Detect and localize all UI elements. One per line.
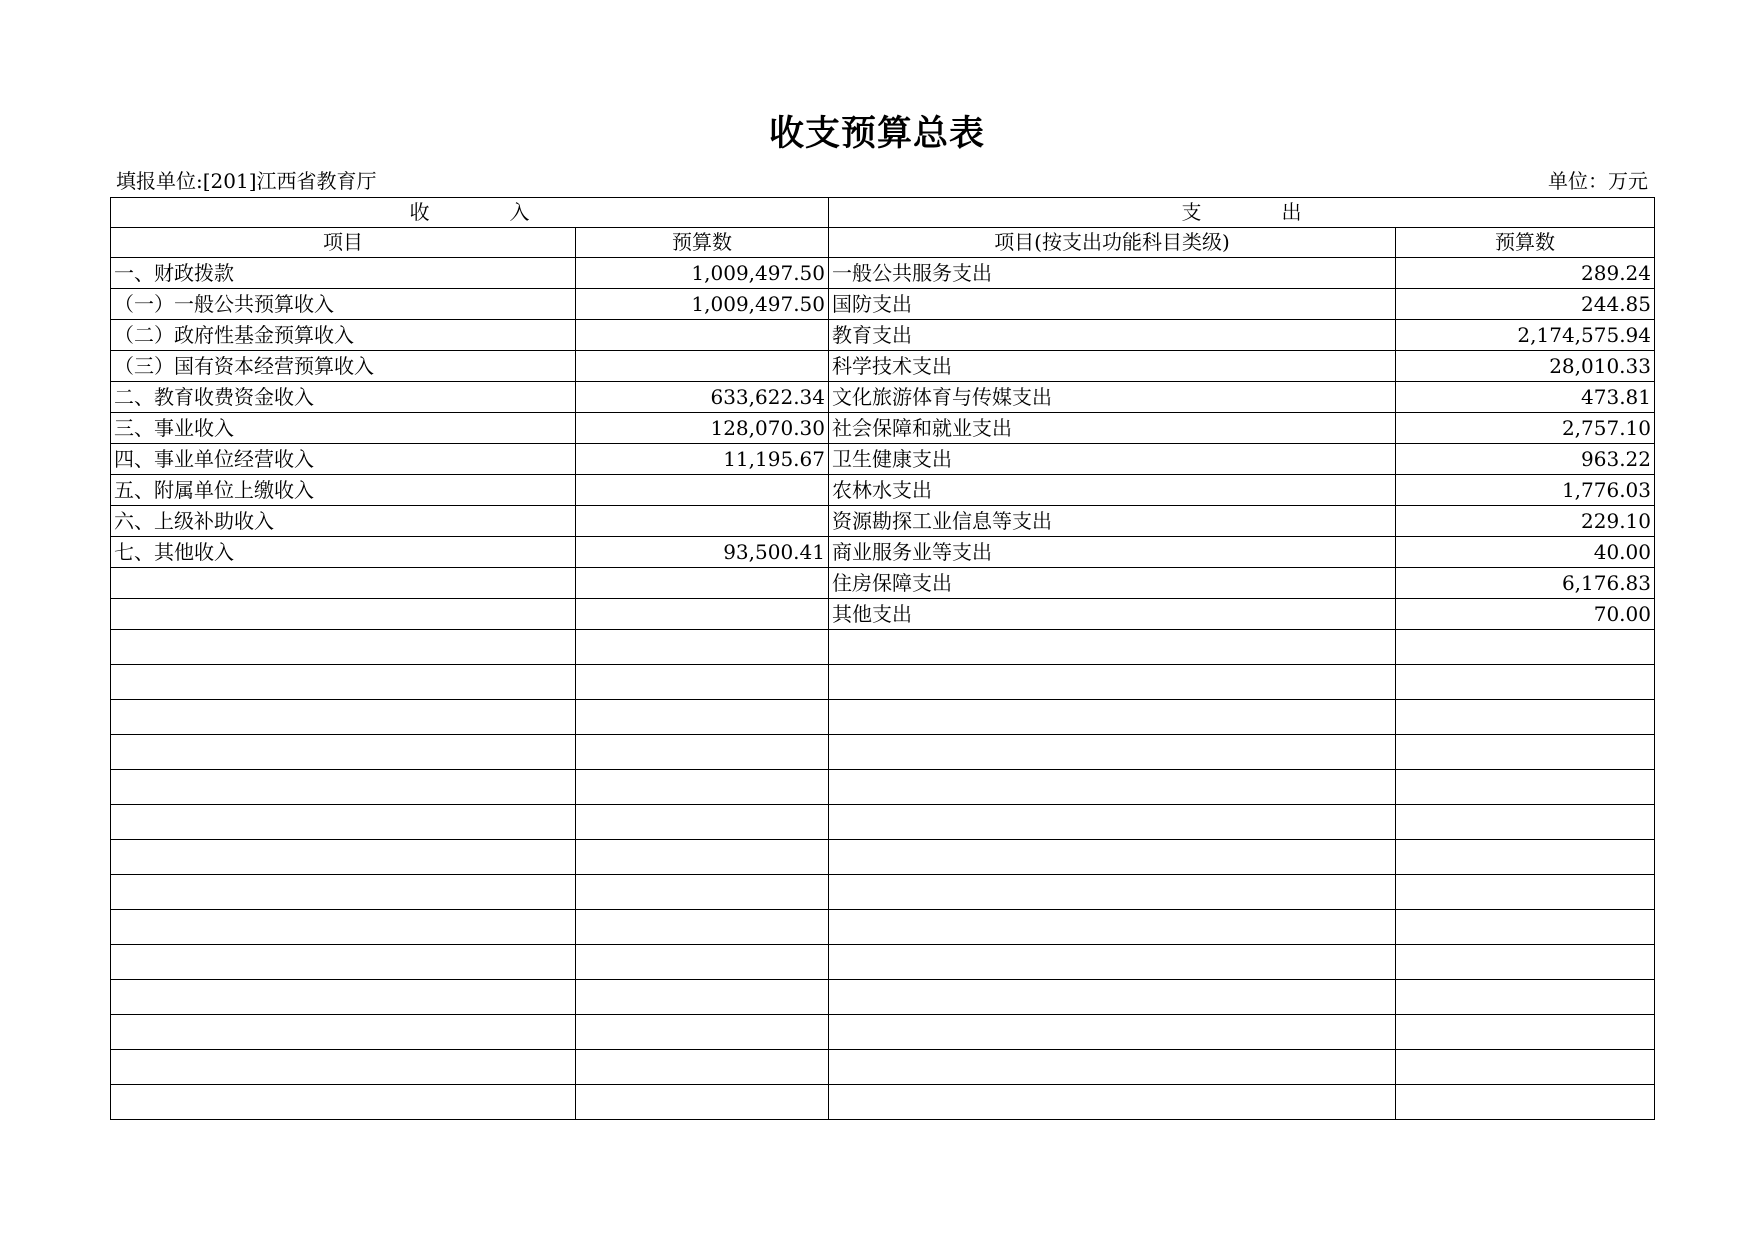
empty-cell — [829, 700, 1396, 735]
empty-cell — [111, 735, 576, 770]
expense-amount: 40.00 — [1396, 537, 1655, 568]
table-row — [111, 289, 1655, 320]
empty-cell — [829, 945, 1396, 980]
income-item: （三）国有资本经营预算收入 — [111, 351, 576, 382]
table-row — [111, 444, 1655, 475]
expense-item: 农林水支出 — [829, 475, 1396, 506]
empty-row — [111, 840, 1655, 875]
income-item: 二、教育收费资金收入 — [111, 382, 576, 413]
empty-cell — [829, 735, 1396, 770]
empty-cell — [829, 1015, 1396, 1050]
income-item: 七、其他收入 — [111, 537, 576, 568]
expense-amount: 70.00 — [1396, 599, 1655, 630]
table-row — [111, 537, 1655, 568]
table-row — [111, 382, 1655, 413]
empty-cell — [576, 700, 829, 735]
empty-cell — [576, 910, 829, 945]
income-amount — [576, 320, 829, 351]
empty-row — [111, 1050, 1655, 1085]
empty-cell — [111, 945, 576, 980]
expense-item: 科学技术支出 — [829, 351, 1396, 382]
table-row — [111, 413, 1655, 444]
expense-amount: 1,776.03 — [1396, 475, 1655, 506]
income-amount — [576, 568, 829, 599]
income-item: （二）政府性基金预算收入 — [111, 320, 576, 351]
table-row — [111, 351, 1655, 382]
empty-row — [111, 1085, 1655, 1120]
income-item: 五、附属单位上缴收入 — [111, 475, 576, 506]
expense-amount: 6,176.83 — [1396, 568, 1655, 599]
currency-unit: 单位：万元 — [1548, 169, 1648, 193]
empty-cell — [111, 1015, 576, 1050]
empty-cell — [829, 665, 1396, 700]
empty-cell — [1396, 980, 1655, 1015]
empty-cell — [829, 770, 1396, 805]
income-amount — [576, 475, 829, 506]
empty-cell — [1396, 630, 1655, 665]
empty-cell — [111, 665, 576, 700]
empty-cell — [576, 1050, 829, 1085]
empty-cell — [111, 630, 576, 665]
empty-cell — [111, 1085, 576, 1120]
expense-item: 住房保障支出 — [829, 568, 1396, 599]
expense-item-header: 项目(按支出功能科目类级) — [829, 228, 1396, 258]
empty-cell — [576, 665, 829, 700]
income-item — [111, 599, 576, 630]
table-row — [111, 599, 1655, 630]
empty-cell — [829, 840, 1396, 875]
expense-amount: 2,174,575.94 — [1396, 320, 1655, 351]
income-item: 三、事业收入 — [111, 413, 576, 444]
empty-cell — [576, 840, 829, 875]
expense-amount: 229.10 — [1396, 506, 1655, 537]
expense-item: 文化旅游体育与传媒支出 — [829, 382, 1396, 413]
table-row — [111, 506, 1655, 537]
empty-row — [111, 945, 1655, 980]
income-item: （一）一般公共预算收入 — [111, 289, 576, 320]
expense-amount: 244.85 — [1396, 289, 1655, 320]
income-amount-header: 预算数 — [576, 228, 829, 258]
empty-cell — [576, 630, 829, 665]
empty-cell — [1396, 1050, 1655, 1085]
income-amount — [576, 599, 829, 630]
empty-cell — [1396, 665, 1655, 700]
income-item — [111, 568, 576, 599]
income-amount: 1,009,497.50 — [576, 258, 829, 289]
expense-amount-header: 预算数 — [1396, 228, 1655, 258]
empty-row — [111, 910, 1655, 945]
empty-cell — [1396, 875, 1655, 910]
income-amount: 93,500.41 — [576, 537, 829, 568]
expense-item: 社会保障和就业支出 — [829, 413, 1396, 444]
income-amount: 11,195.67 — [576, 444, 829, 475]
empty-row — [111, 980, 1655, 1015]
income-item: 六、上级补助收入 — [111, 506, 576, 537]
table-row — [111, 568, 1655, 599]
header-row-columns — [111, 228, 1655, 258]
empty-cell — [576, 770, 829, 805]
empty-cell — [829, 980, 1396, 1015]
empty-cell — [829, 875, 1396, 910]
empty-cell — [1396, 840, 1655, 875]
empty-cell — [829, 910, 1396, 945]
empty-cell — [111, 840, 576, 875]
expense-item: 资源勘探工业信息等支出 — [829, 506, 1396, 537]
expense-item: 卫生健康支出 — [829, 444, 1396, 475]
expense-amount: 2,757.10 — [1396, 413, 1655, 444]
empty-cell — [1396, 945, 1655, 980]
expense-amount: 289.24 — [1396, 258, 1655, 289]
empty-row — [111, 875, 1655, 910]
empty-cell — [1396, 805, 1655, 840]
table-row — [111, 320, 1655, 351]
empty-cell — [111, 770, 576, 805]
empty-cell — [576, 805, 829, 840]
expense-item: 商业服务业等支出 — [829, 537, 1396, 568]
expense-item: 一般公共服务支出 — [829, 258, 1396, 289]
empty-row — [111, 805, 1655, 840]
empty-row — [111, 700, 1655, 735]
empty-cell — [1396, 770, 1655, 805]
empty-cell — [829, 805, 1396, 840]
empty-cell — [111, 805, 576, 840]
income-item-header: 项目 — [111, 228, 576, 258]
empty-cell — [1396, 1015, 1655, 1050]
expense-item: 教育支出 — [829, 320, 1396, 351]
income-amount: 128,070.30 — [576, 413, 829, 444]
empty-cell — [576, 980, 829, 1015]
empty-cell — [111, 1050, 576, 1085]
empty-row — [111, 770, 1655, 805]
table-row — [111, 258, 1655, 289]
page-title: 收支预算总表 — [768, 114, 985, 154]
expense-item: 其他支出 — [829, 599, 1396, 630]
empty-cell — [111, 875, 576, 910]
expense-amount: 963.22 — [1396, 444, 1655, 475]
empty-cell — [576, 735, 829, 770]
empty-cell — [111, 700, 576, 735]
empty-cell — [1396, 1085, 1655, 1120]
income-amount: 1,009,497.50 — [576, 289, 829, 320]
empty-cell — [111, 910, 576, 945]
empty-row — [111, 630, 1655, 665]
budget-table — [110, 197, 1655, 1120]
empty-cell — [1396, 910, 1655, 945]
empty-row — [111, 735, 1655, 770]
header-row-group — [111, 198, 1655, 228]
income-amount: 633,622.34 — [576, 382, 829, 413]
table-row — [111, 475, 1655, 506]
empty-cell — [1396, 735, 1655, 770]
expense-item: 国防支出 — [829, 289, 1396, 320]
income-amount — [576, 506, 829, 537]
empty-cell — [829, 1085, 1396, 1120]
empty-row — [111, 1015, 1655, 1050]
empty-row — [111, 665, 1655, 700]
reporting-unit: 填报单位:[201]江西省教育厅 — [116, 169, 377, 193]
empty-cell — [576, 875, 829, 910]
empty-cell — [829, 1050, 1396, 1085]
income-item: 一、财政拨款 — [111, 258, 576, 289]
income-amount — [576, 351, 829, 382]
empty-cell — [829, 630, 1396, 665]
expense-amount: 473.81 — [1396, 382, 1655, 413]
empty-cell — [111, 980, 576, 1015]
income-header: 收 入 — [111, 198, 829, 228]
empty-cell — [1396, 700, 1655, 735]
expense-amount: 28,010.33 — [1396, 351, 1655, 382]
empty-cell — [576, 1015, 829, 1050]
expense-header: 支 出 — [829, 198, 1655, 228]
empty-cell — [576, 1085, 829, 1120]
empty-cell — [576, 945, 829, 980]
income-item: 四、事业单位经营收入 — [111, 444, 576, 475]
